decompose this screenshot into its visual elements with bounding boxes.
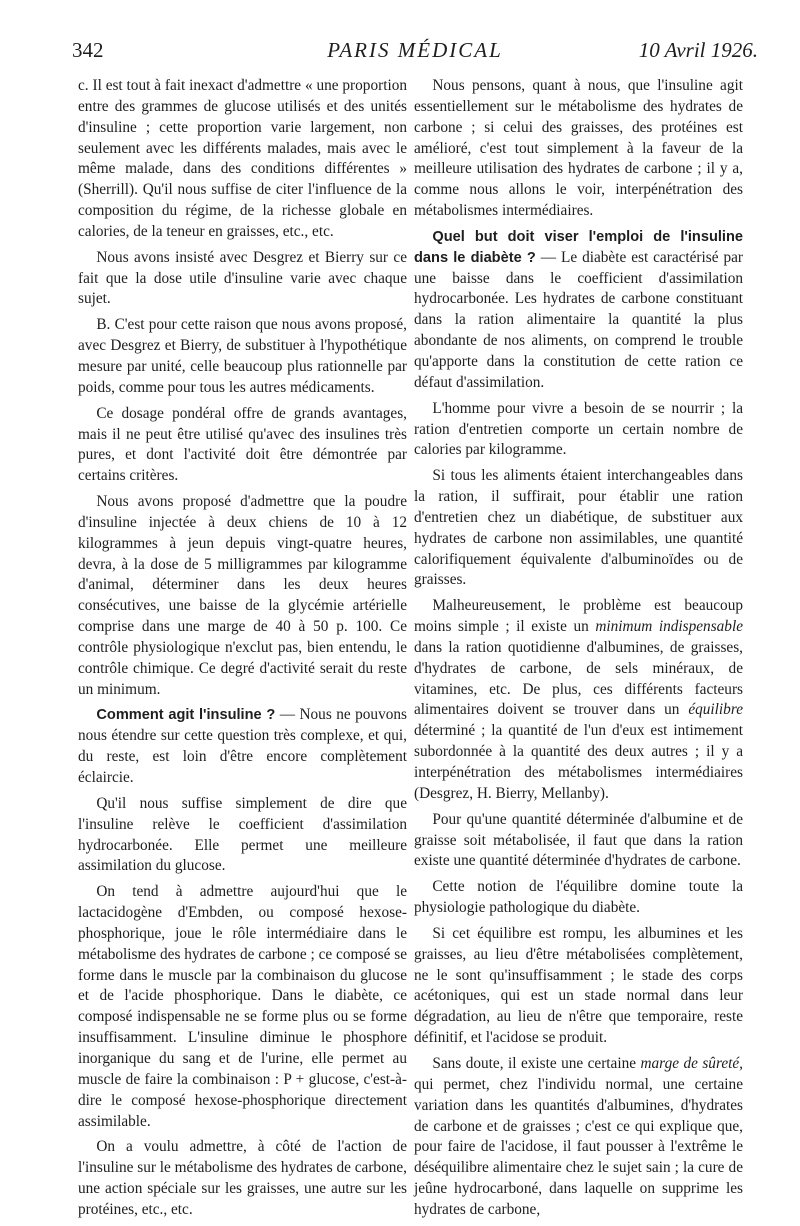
left-column bbox=[78, 76, 407, 1226]
paragraph bbox=[78, 705, 407, 788]
page-header bbox=[72, 36, 758, 68]
paragraph-text: qui permet, chez l'individu normal, une certaine variation dans les quantités d'albumines, d'hydrates de carbone et de graisses ; c'est ce qui explique que, pour faire de l'acidose, il faut pousser à l'extrême le déséquilibre alimentaire chez le sujet sain ; la cure de jeûne hydrocarboné, dans laquelle on supprime les hydrates de carbone, bbox=[414, 1075, 743, 1218]
paragraph: Ce dosage pondéral offre de grands avantages, mais il ne peut être utilisé qu'avec des insulines très pures, et dont l'activité doit être démontrée par certains critères. bbox=[78, 404, 407, 485]
journal-title: PARIS MÉDICAL bbox=[327, 38, 503, 62]
paragraph: On tend à admettre aujourd'hui que le lactacidogène d'Embden, ou composé hexose-phosphorique, joue le rôle intermédiaire dans le métabolisme des hydrates de carbone ; ce composé se forme dans le muscle par la combinaison du glucose et de l'acide phosphorique. Dans le diabète, ce composé indispensable ne se forme plus ou se forme insuffisamment. L'insuline diminue le phosphore inorganique du sang et de l'urine, elle permet au muscle de faire la combinaison : P + glucose, c'est-à-dire le composé hexose-phosphorique directement assimilable. bbox=[78, 883, 407, 1130]
section-heading: Quel but doit viser l'emploi de l'insuline dans le diabète ? bbox=[414, 228, 743, 266]
paragraph: Nous avons insisté avec Desgrez et Bierry sur ce fait que la dose utile d'insuline varie avec chaque sujet. bbox=[78, 248, 407, 308]
paragraph: Pour qu'une quantité déterminée d'albumine et de graisse soit métabolisée, il faut que dans la ration existe une quantité déterminée d'hydrates de carbone. bbox=[414, 810, 743, 870]
emphasis: minimum indispensable bbox=[595, 618, 743, 636]
issue-date: 10 Avril 1926. bbox=[638, 38, 758, 62]
paragraph: On a voulu admettre, à côté de l'action de l'insuline sur le métabolisme des hydrates de carbone, une action spéciale sur les graisses, une autre sur les protéines, etc., etc. bbox=[78, 1138, 407, 1218]
paragraph: Nous avons proposé d'admettre que la poudre d'insuline injectée à deux chiens de 10 à 12 kilogrammes à jeun depuis vingt-quatre heures, devra, à la dose de 5 milligrammes par kilogramme d'animal, déterminer dans les deux heures consécutives, une baisse de la glycémie artérielle comprise dans une marge de 40 à 50 p. 100. Ce contrôle physiologique n'exclut pas, bien entendu, le contrôle chimique. Ce degré d'activité serait du reste un minimum. bbox=[78, 493, 407, 698]
paragraph-text: Sans doute, il existe une certaine bbox=[432, 1054, 641, 1072]
paragraph-text: — Le diabète est caractérisé par une baisse dans le coefficient d'assimilation hydrocarbonée. Les hydrates de carbone constituant dans la ration alimentaire la quantité la plus abondante de nos aliments, on comprend le trouble qu'apporte dans la constitution de cette ration ce défaut d'assimilation. bbox=[414, 248, 744, 391]
paragraph-text: déterminé ; la quantité de l'un d'eux est intimement subordonnée à la quantité des deux autres ; il y a interpénétration des métabolismes intermédiaires (Desgrez, H. Bierry, Mellanby). bbox=[414, 722, 743, 802]
section-heading: Comment agit l'insuline ? bbox=[96, 707, 276, 724]
paragraph-text: dans la ration quotidienne d'albumines, de graisses, d'hydrates de carbone, de sels minéraux, de vitamines, etc. De plus, ces différents facteurs alimentaires doivent se trouver dans un bbox=[414, 638, 743, 719]
paragraph bbox=[414, 227, 743, 394]
paragraph: c. Il est tout à fait inexact d'admettre « une proportion entre des grammes de glucose utilisés et des unités d'insuline ; cette proportion varie largement, non seulement avec les différents malades, mais avec le même malade, dans des conditions différentes » (Sherrill). Qu'il nous suffise de citer l'influence de la composition du régime, de la richesse globale en calories, de la teneur en graisses, etc., etc. bbox=[78, 77, 407, 240]
paragraph: Si tous les aliments étaient interchangeables dans la ration, il suffirait, pour établir une ration d'entretien chez un diabétique, de substituer aux hydrates de carbone non assimilables, une quantité calorifiquement équivalente d'albuminoïdes ou de graisses. bbox=[414, 467, 743, 589]
paragraph: B. C'est pour cette raison que nous avons proposé, avec Desgrez et Bierry, de substituer à l'hypothétique mesure par unité, celle beaucoup plus rationnelle par poids, comme pour tous les autres médicaments. bbox=[78, 316, 407, 396]
paragraph-text: Malheureusement, le problème est beaucoup moins simple ; il existe un bbox=[414, 597, 743, 636]
emphasis: marge de sûreté, bbox=[640, 1054, 743, 1072]
paragraph: Cette notion de l'équilibre domine toute la physiologie pathologique du diabète. bbox=[414, 878, 743, 917]
paragraph: Si cet équilibre est rompu, les albumines et les graisses, au lieu d'être métabolisées complètement, ne le sont qu'insuffisamment ; le stade des corps acétoniques, qui est un stade normal dans leur dégradation, au lieu de n'être que temporaire, reste définitif, et l'acidose se produit. bbox=[414, 924, 743, 1047]
paragraph: Qu'il nous suffise simplement de dire que l'insuline relève le coefficient d'assimilation hydrocarbonée. Elle permet une meilleure assimilation du glucose. bbox=[78, 794, 407, 875]
page-number: 342 bbox=[72, 38, 104, 62]
emphasis: équilibre bbox=[688, 701, 743, 719]
paragraph: L'homme pour vivre a besoin de se nourrir ; la ration d'entretien comporte un certain nombre de calories par kilogramme. bbox=[414, 399, 743, 459]
paragraph-text: — Nous ne pouvons nous étendre sur cette question très complexe, et qui, du reste, est loin d'être encore complètement éclaircie. bbox=[78, 706, 407, 786]
paragraph bbox=[414, 596, 743, 804]
paragraph: Nous pensons, quant à nous, que l'insuline agit essentiellement sur le métabolisme des hydrates de carbone ; si celui des graisses, des protéines est amélioré, c'est tout simplement à la faveur de la meilleure utilisation des hydrates de carbone ; il y a, comme nous allons le voir, interpénétration des métabolismes intermédiaires. bbox=[414, 77, 743, 220]
right-column bbox=[414, 76, 743, 1226]
paragraph bbox=[414, 1054, 743, 1221]
